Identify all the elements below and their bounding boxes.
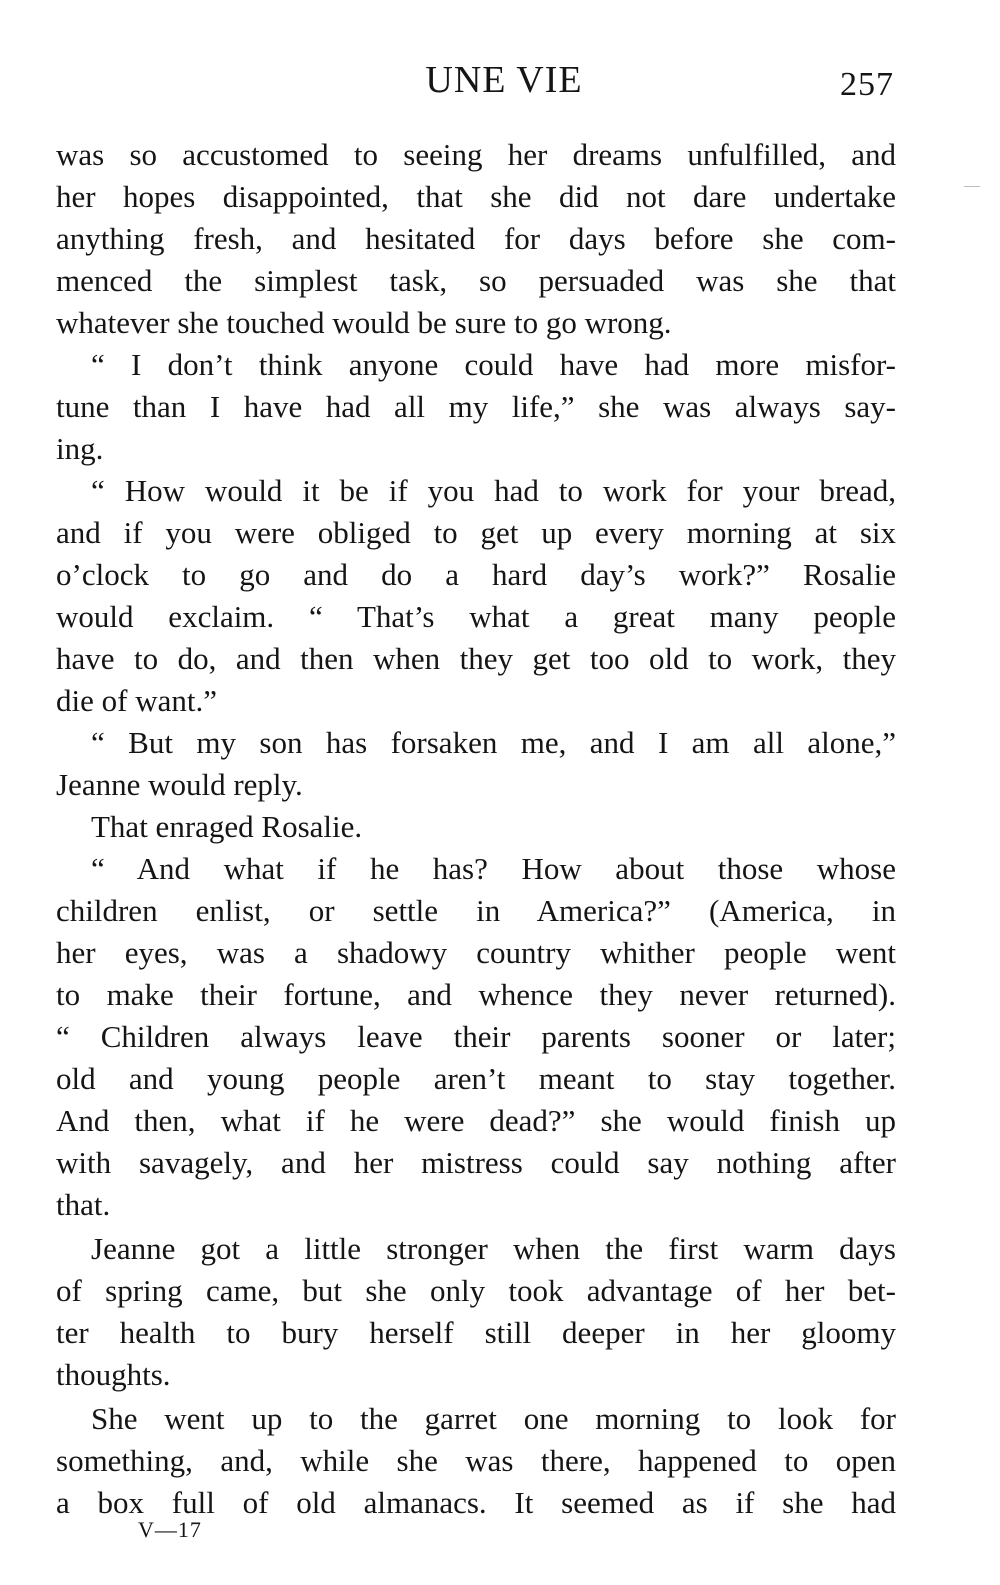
text-line: was so accustomed to seeing her dreams unfulfilled, and: [56, 137, 896, 172]
text-line: would exclaim. “ That’s what a great many people: [56, 599, 896, 634]
running-head: UNE VIE: [425, 59, 583, 101]
text-line: whatever she touched would be sure to go wrong.: [56, 305, 672, 340]
text-line: her eyes, was a shadowy country whither people went: [56, 935, 896, 970]
text-line: of spring came, but she only took advantage of her bet-: [56, 1273, 896, 1308]
text-line: That enraged Rosalie.: [91, 809, 363, 844]
text-line: ter health to bury herself still deeper in her gloomy: [56, 1315, 896, 1350]
text-line: She went up to the garret one morning to look for: [91, 1401, 896, 1436]
text-line: old and young people aren’t meant to stay together.: [56, 1061, 896, 1096]
page-number: 257: [840, 66, 894, 103]
text-line: have to do, and then when they get too old to work, they: [56, 641, 896, 676]
text-line: “ Children always leave their parents sooner or later;: [56, 1019, 896, 1054]
margin-mark: [964, 186, 980, 187]
text-line: children enlist, or settle in America?” (America, in: [56, 893, 896, 928]
text-line: “ How would it be if you had to work for your bread,: [91, 473, 896, 508]
text-line: “ But my son has forsaken me, and I am all alone,”: [91, 725, 896, 760]
text-line: Jeanne got a little stronger when the first warm days: [91, 1231, 896, 1266]
text-line: ing.: [56, 431, 104, 466]
text-line: o’clock to go and do a hard day’s work?” Rosalie: [56, 557, 896, 592]
text-line: a box full of old almanacs. It seemed as if she had: [56, 1485, 896, 1520]
text-line: thoughts.: [56, 1357, 171, 1392]
signature-mark: V—17: [138, 1517, 202, 1542]
text-line: her hopes disappointed, that she did not dare undertake: [56, 179, 896, 214]
text-line: and if you were obliged to get up every morning at six: [56, 515, 896, 550]
text-line: something, and, while she was there, happened to open: [56, 1443, 896, 1478]
text-line: with savagely, and her mistress could say nothing after: [56, 1145, 896, 1180]
text-line: anything fresh, and hesitated for days before she com-: [56, 221, 896, 256]
text-line: And then, what if he were dead?” she would finish up: [56, 1103, 896, 1138]
body-text: [56, 134, 896, 1524]
text-line: “ And what if he has? How about those whose: [91, 851, 896, 886]
page-header: [0, 58, 1000, 108]
text-line: Jeanne would reply.: [56, 767, 303, 802]
text-line: to make their fortune, and whence they never returned).: [56, 977, 896, 1012]
text-line: tune than I have had all my life,” she was always say-: [56, 389, 896, 424]
text-line: that.: [56, 1187, 111, 1222]
text-line: menced the simplest task, so persuaded was she that: [56, 263, 896, 298]
text-line: “ I don’t think anyone could have had more misfor-: [91, 347, 896, 382]
text-line: die of want.”: [56, 683, 217, 718]
